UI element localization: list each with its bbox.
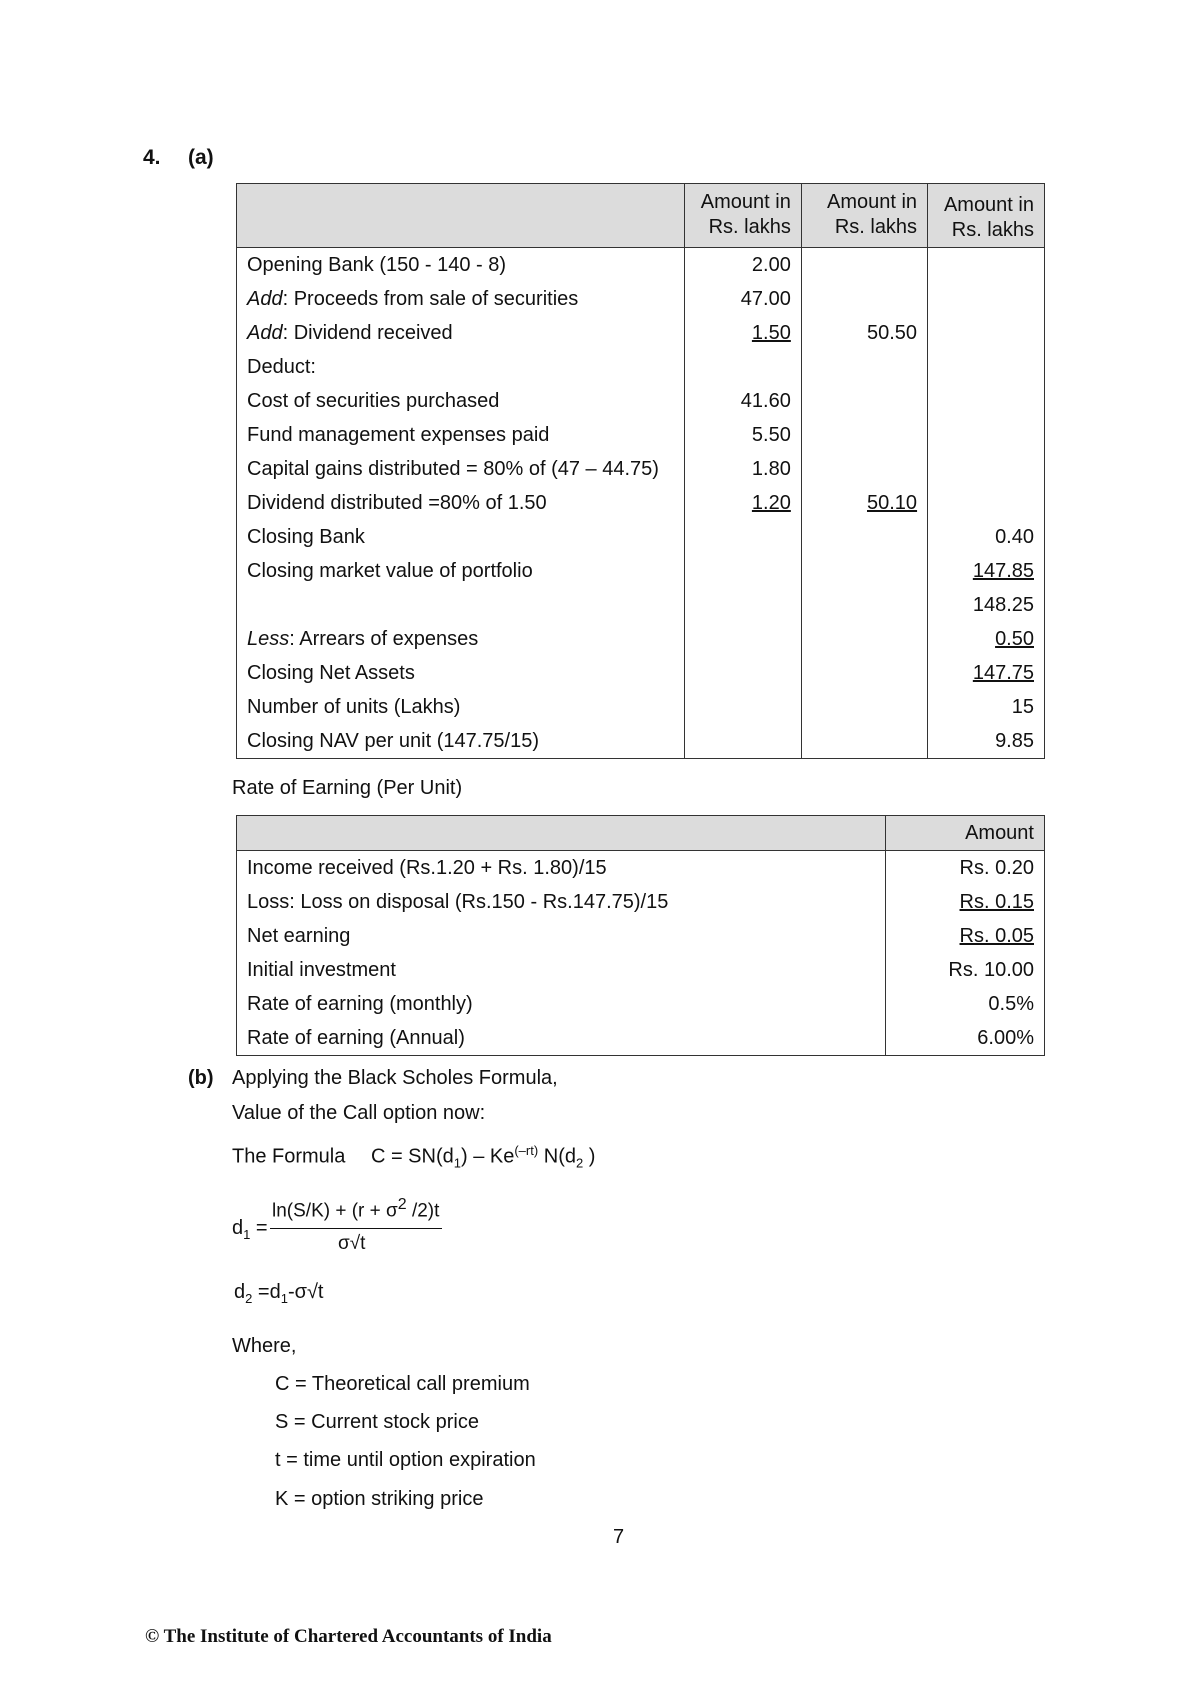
black-scholes-formula: The Formula $C = SN(d_1) - Ke^{(-rt)}$ $N(d_2$ ) (232, 1143, 596, 1171)
footer-copyright: © The Institute of Chartered Accountants of India (145, 1626, 552, 1647)
row-amount-c1 (684, 690, 801, 724)
row-label: : Proceeds from sale of securities (282, 288, 579, 310)
where-label: Where, (232, 1335, 297, 1357)
row-amount-c1 (684, 282, 801, 316)
amount-value: 1.20 (751, 492, 791, 514)
d1-numerator: $\ln(S/K) + (r + \sigma^2$ /2)t (272, 1196, 440, 1222)
row-description: Initial investment (237, 953, 886, 987)
row-description: Rate of earning (Annual) (237, 1021, 886, 1056)
table-row (237, 1021, 1045, 1056)
amount-value: 41.60 (740, 390, 791, 412)
row-description (237, 588, 685, 622)
row-amount-c2 (801, 384, 927, 418)
d1-label: $d_1$ = (232, 1217, 268, 1242)
row-amount-c1 (684, 588, 801, 622)
row-description (237, 350, 685, 384)
row-prefix: Add (247, 322, 283, 344)
amount-value: 2.00 (751, 254, 791, 276)
amount-value: 47.00 (740, 288, 791, 310)
row-description (237, 452, 685, 486)
table-header-row (237, 816, 1045, 851)
row-amount-c3 (928, 520, 1045, 554)
table-row (237, 418, 1045, 452)
definition-k: K = option striking price (275, 1488, 484, 1510)
row-description (237, 656, 685, 690)
amount-value: Rs. 10.00 (948, 959, 1034, 981)
header-col2: Amount in Rs. lakhs (801, 184, 927, 248)
table-row (237, 622, 1045, 656)
amount-value: 0.50 (995, 628, 1034, 650)
row-amount (886, 1021, 1045, 1056)
amount-value: 148.25 (972, 594, 1034, 616)
row-amount-c2 (801, 282, 927, 316)
part-b-line1: Applying the Black Scholes Formula, (232, 1067, 558, 1089)
row-amount-c1 (684, 418, 801, 452)
table-row (237, 690, 1045, 724)
table-row (237, 588, 1045, 622)
row-amount-c3 (928, 316, 1045, 350)
table-row (237, 953, 1045, 987)
row-amount-c3 (928, 384, 1045, 418)
amount-value: 15 (1011, 696, 1034, 718)
row-description (237, 690, 685, 724)
row-description (237, 418, 685, 452)
row-label: Closing market value of portfolio (247, 560, 533, 582)
d1-fraction-line (270, 1228, 442, 1229)
row-description (237, 622, 685, 656)
row-amount-c1 (684, 724, 801, 759)
row-description: Net earning (237, 919, 886, 953)
row-amount-c1 (684, 622, 801, 656)
row-amount-c2 (801, 350, 927, 384)
d1-denominator: σ√t (338, 1233, 366, 1254)
header-description (237, 184, 685, 248)
row-amount-c1 (684, 554, 801, 588)
row-description (237, 316, 685, 350)
row-description: Loss: Loss on disposal (Rs.150 - Rs.147.75)/15 (237, 885, 886, 919)
row-label: Number of units (Lakhs) (247, 696, 461, 718)
table-row (237, 520, 1045, 554)
table-header-row (237, 184, 1045, 248)
row-label: Fund management expenses paid (247, 424, 550, 446)
row-amount-c2 (801, 622, 927, 656)
row-amount-c2 (801, 248, 927, 283)
table-row (237, 919, 1045, 953)
header-col1: Amount in Rs. lakhs (684, 184, 801, 248)
row-amount-c3 (928, 554, 1045, 588)
amount-value: Rs. 0.20 (959, 857, 1034, 879)
amount-value: 0.5% (988, 993, 1034, 1015)
row-label: Deduct: (247, 356, 316, 378)
row-amount-c3 (928, 248, 1045, 283)
page-number: 7 (613, 1526, 625, 1548)
table-row (237, 656, 1045, 690)
part-a-label: (a) (188, 146, 214, 169)
table-row (237, 987, 1045, 1021)
row-prefix: Less (247, 628, 290, 650)
header-col3: Amount in Rs. lakhs (928, 184, 1045, 248)
row-amount-c3 (928, 656, 1045, 690)
amount-value: 0.40 (995, 526, 1034, 548)
table-row (237, 452, 1045, 486)
amount-value: 147.75 (972, 662, 1034, 684)
amount-value: Rs. 0.15 (959, 891, 1034, 913)
question-number: 4. (143, 146, 161, 169)
row-label: : Dividend received (282, 322, 453, 344)
definition-c: C = Theoretical call premium (275, 1373, 530, 1395)
row-description (237, 248, 685, 283)
amount-value: 9.85 (995, 730, 1034, 752)
header-amount: Amount (886, 816, 1045, 851)
amount-value: Rs. 0.05 (959, 925, 1034, 947)
row-amount-c1 (684, 486, 801, 520)
formula-label: The Formula (232, 1145, 346, 1168)
row-label: Closing NAV per unit (147.75/15) (247, 730, 540, 752)
row-description (237, 282, 685, 316)
table-row (237, 282, 1045, 316)
rate-of-earning-heading: Rate of Earning (Per Unit) (232, 777, 463, 799)
table-row (237, 350, 1045, 384)
row-amount-c3 (928, 622, 1045, 656)
row-amount (886, 885, 1045, 919)
row-prefix: Add (247, 288, 283, 310)
row-amount-c2 (801, 588, 927, 622)
table-row (237, 724, 1045, 759)
row-amount-c1 (684, 656, 801, 690)
row-label: Closing Bank (247, 526, 365, 548)
rate-of-earning-table (236, 815, 1045, 1056)
row-amount-c3 (928, 690, 1045, 724)
row-amount-c1 (684, 316, 801, 350)
row-amount-c1 (684, 248, 801, 283)
row-amount-c2 (801, 690, 927, 724)
row-amount (886, 919, 1045, 953)
amount-value: 1.80 (751, 458, 791, 480)
row-amount-c3 (928, 282, 1045, 316)
row-amount-c2 (801, 520, 927, 554)
header-blank (237, 816, 886, 851)
row-label: : Arrears of expenses (289, 628, 479, 650)
amount-value: 147.85 (972, 560, 1034, 582)
row-amount-c2 (801, 452, 927, 486)
row-amount-c3 (928, 418, 1045, 452)
definition-s: S = Current stock price (275, 1411, 479, 1433)
row-label: Capital gains distributed = 80% of (47 – 44.75) (247, 458, 659, 480)
row-amount-c3 (928, 452, 1045, 486)
row-description (237, 486, 685, 520)
row-amount-c3 (928, 588, 1045, 622)
table-row (237, 851, 1045, 886)
row-amount-c3 (928, 486, 1045, 520)
row-amount-c2 (801, 418, 927, 452)
row-amount (886, 851, 1045, 886)
definition-t: t = time until option expiration (275, 1449, 536, 1471)
row-amount-c2 (801, 656, 927, 690)
row-label: Cost of securities purchased (247, 390, 500, 412)
table-row (237, 885, 1045, 919)
amount-value: 6.00% (977, 1027, 1034, 1049)
row-amount-c2 (801, 554, 927, 588)
row-amount (886, 987, 1045, 1021)
row-description (237, 384, 685, 418)
row-description (237, 520, 685, 554)
part-b-line2: Value of the Call option now: (232, 1102, 486, 1124)
fund-statement-table (236, 183, 1045, 759)
row-amount-c1 (684, 384, 801, 418)
table-row (237, 384, 1045, 418)
table-row (237, 486, 1045, 520)
amount-value: 50.50 (867, 322, 918, 344)
row-amount-c2 (801, 486, 927, 520)
row-amount-c1 (684, 520, 801, 554)
table-row (237, 554, 1045, 588)
row-amount-c3 (928, 724, 1045, 759)
row-label: Closing Net Assets (247, 662, 415, 684)
row-label: Dividend distributed =80% of 1.50 (247, 492, 547, 514)
amount-value: 50.10 (867, 492, 918, 514)
row-description: Income received (Rs.1.20 + Rs. 1.80)/15 (237, 851, 886, 886)
table-row (237, 316, 1045, 350)
part-b-label: (b) (188, 1067, 214, 1089)
amount-value: 1.50 (751, 322, 791, 344)
row-label: Opening Bank (150 - 140 - 8) (247, 254, 507, 276)
row-amount-c2 (801, 316, 927, 350)
row-amount-c1 (684, 452, 801, 486)
row-description (237, 554, 685, 588)
amount-value: 5.50 (751, 424, 791, 446)
row-amount-c1 (684, 350, 801, 384)
table-row (237, 248, 1045, 283)
row-amount (886, 953, 1045, 987)
row-description (237, 724, 685, 759)
row-amount-c2 (801, 724, 927, 759)
row-amount-c3 (928, 350, 1045, 384)
d2-formula: $d_2 =d_1-\sigma√t$ (234, 1281, 324, 1306)
row-description: Rate of earning (monthly) (237, 987, 886, 1021)
